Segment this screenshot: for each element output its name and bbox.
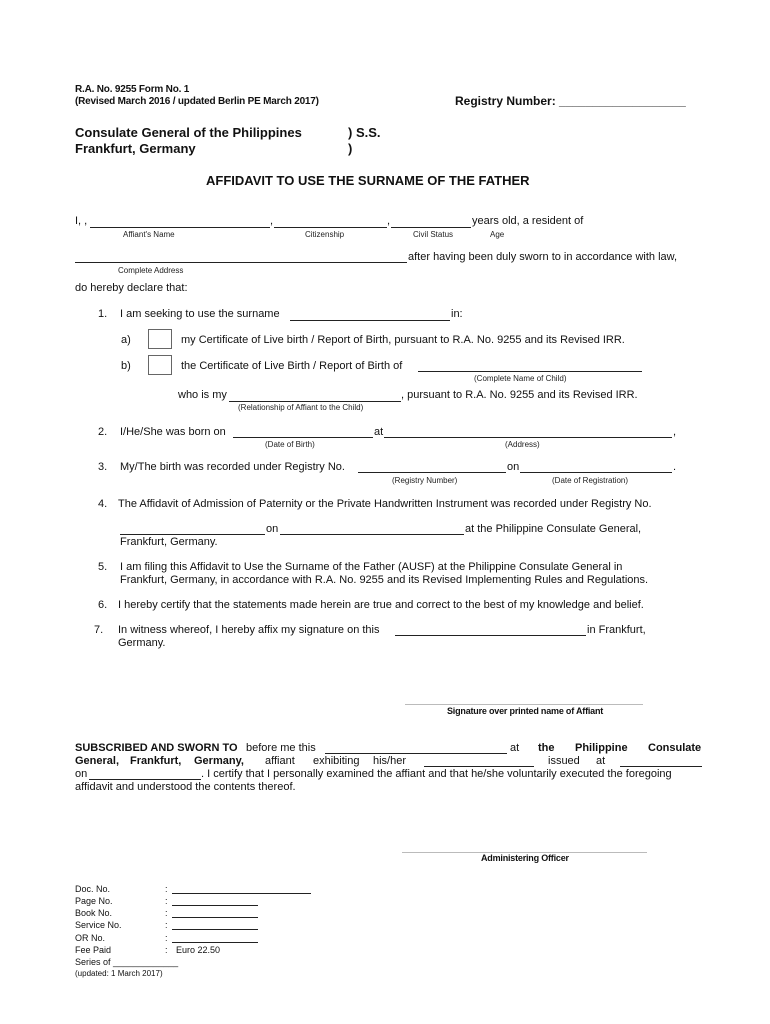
service-no-line[interactable] xyxy=(172,929,258,930)
item-4-number: 4. xyxy=(98,498,108,510)
item-5-text-1: I am filing this Affidavit to Use the Surname of the Father (AUSF) at the Philippine Consulate General in xyxy=(120,561,623,573)
item-4-date-line[interactable] xyxy=(280,534,464,535)
intro-i: I, , xyxy=(75,215,88,227)
fee-paid-colon: : xyxy=(165,945,168,955)
date-of-birth-line[interactable] xyxy=(233,437,373,438)
caption-age: Age xyxy=(490,230,505,239)
item-2-comma: , xyxy=(673,426,677,438)
service-no-colon: : xyxy=(165,920,168,930)
ss-marker: ) S.S. xyxy=(348,125,381,140)
caption-address: Complete Address xyxy=(118,266,184,275)
child-name-line[interactable] xyxy=(418,371,642,372)
page-no-label: Page No. xyxy=(75,896,113,906)
item-7-number: 7. xyxy=(94,624,104,636)
registry-no-line[interactable] xyxy=(358,472,506,473)
jurat-affiant: affiant xyxy=(265,755,295,767)
citizenship-line[interactable] xyxy=(274,227,387,228)
jurat-on: on xyxy=(75,768,88,780)
registration-date-line[interactable] xyxy=(520,472,672,473)
affiant-signature-label: Signature over printed name of Affiant xyxy=(447,706,604,716)
registry-number-label: Registry Number: ___________________ xyxy=(455,94,686,108)
item-7-place: in Frankfurt, xyxy=(587,624,646,636)
item-7-text: In witness whereof, I hereby affix my signature on this xyxy=(118,624,380,636)
item-4-registry-line[interactable] xyxy=(120,534,265,535)
document-title: AFFIDAVIT TO USE THE SURNAME OF THE FATHER xyxy=(206,173,530,188)
item-4-city: Frankfurt, Germany. xyxy=(120,536,218,548)
birth-address-line[interactable] xyxy=(384,437,672,438)
doc-no-line[interactable] xyxy=(172,893,311,894)
service-no-label: Service No. xyxy=(75,920,122,930)
jurat-hisher: his/her xyxy=(373,755,407,767)
revision-note: (Revised March 2016 / updated Berlin PE March 2017) xyxy=(75,96,319,107)
item-1-text: I am seeking to use the surname xyxy=(120,308,280,320)
intro-comma-2: , xyxy=(387,215,391,227)
option-b-text: the Certificate of Live Birth / Report of Birth of xyxy=(181,360,403,372)
book-no-line[interactable] xyxy=(172,917,258,918)
series-of: Series of _____________ xyxy=(75,957,179,967)
item-1-in: in: xyxy=(451,308,463,320)
after-sworn-text: after having been duly sworn to in accordance with law, xyxy=(408,251,678,263)
caption-registration-date: (Date of Registration) xyxy=(552,476,629,485)
caption-civil-status: Civil Status xyxy=(413,230,454,239)
caption-dob: (Date of Birth) xyxy=(265,440,315,449)
doc-no-colon: : xyxy=(165,884,168,894)
caption-relationship: (Relationship of Affiant to the Child) xyxy=(238,403,364,412)
page-no-colon: : xyxy=(165,896,168,906)
item-2-text: I/He/She was born on xyxy=(120,426,226,438)
item-3-on: on xyxy=(507,461,520,473)
jurat-consulate: Consulate xyxy=(648,742,702,754)
option-a-label: a) xyxy=(121,334,131,346)
doc-no-label: Doc. No. xyxy=(75,884,111,894)
jurat-germany: Germany, xyxy=(194,755,244,767)
item-1-number: 1. xyxy=(98,308,108,320)
jurat-issued: issued xyxy=(548,755,580,767)
relationship-line[interactable] xyxy=(229,401,401,402)
officer-label: Administering Officer xyxy=(481,853,569,863)
item-5-text-2: Frankfurt, Germany, in accordance with R.A. No. 9255 and its Revised Implementing Rules and Regulations. xyxy=(120,574,649,586)
jurat-certify: . I certify that I personally examined the affiant and that he/she voluntarily executed the foregoing xyxy=(201,768,672,780)
jurat-frankfurt: Frankfurt, xyxy=(130,755,182,767)
item-5-number: 5. xyxy=(98,561,108,573)
caption-child-name: (Complete Name of Child) xyxy=(474,374,567,383)
page-no-line[interactable] xyxy=(172,905,258,906)
item-3-number: 3. xyxy=(98,461,108,473)
consulate-name: Consulate General of the Philippines xyxy=(75,125,302,140)
book-no-colon: : xyxy=(165,908,168,918)
or-no-label: OR No. xyxy=(75,933,106,943)
jurat-at: at xyxy=(510,742,520,754)
address-line[interactable] xyxy=(75,262,407,263)
jurat-philippine: Philippine xyxy=(575,742,628,754)
option-b-label: b) xyxy=(121,360,131,372)
option-a-checkbox[interactable] xyxy=(148,329,172,349)
jurat-the: the xyxy=(538,742,555,754)
jurat-at-2: at xyxy=(596,755,606,767)
surname-line[interactable] xyxy=(290,320,450,321)
jurat-before-me: before me this xyxy=(246,742,316,754)
intro-comma-1: , xyxy=(270,215,274,227)
years-resident-text: years old, a resident of xyxy=(472,215,584,227)
jurat-exhibiting: exhibiting xyxy=(313,755,360,767)
affiant-name-line[interactable] xyxy=(90,227,270,228)
book-no-label: Book No. xyxy=(75,908,113,918)
fee-paid-value: Euro 22.50 xyxy=(176,945,221,955)
item-2-at: at xyxy=(374,426,384,438)
item-6-text: I hereby certify that the statements made herein are true and correct to the best of my knowledge and belief. xyxy=(118,599,644,611)
caption-registry-no: (Registry Number) xyxy=(392,476,458,485)
affiant-signature-line[interactable] xyxy=(405,704,643,705)
jurat-heading: SUBSCRIBED AND SWORN TO xyxy=(75,742,238,754)
jurat-closing: affidavit and understood the contents thereof. xyxy=(75,781,296,793)
option-b-checkbox[interactable] xyxy=(148,355,172,375)
issued-date-line[interactable] xyxy=(89,779,201,780)
item-6-number: 6. xyxy=(98,599,108,611)
ss-paren: ) xyxy=(348,141,353,156)
item-2-number: 2. xyxy=(98,426,108,438)
updated-note: (updated: 1 March 2017) xyxy=(75,969,163,978)
fee-paid-label: Fee Paid xyxy=(75,945,112,955)
item-4-text: The Affidavit of Admission of Paternity or the Private Handwritten Instrument was recorded under Registry No. xyxy=(118,498,652,510)
form-number: R.A. No. 9255 Form No. 1 xyxy=(75,84,190,95)
item-3-text: My/The birth was recorded under Registry No. xyxy=(120,461,345,473)
option-a-text: my Certificate of Live birth / Report of Birth, pursuant to R.A. No. 9255 and its Revised IRR. xyxy=(181,334,625,346)
or-no-colon: : xyxy=(165,933,168,943)
consulate-city: Frankfurt, Germany xyxy=(75,141,196,156)
caption-affiant-name: Affiant's Name xyxy=(123,230,175,239)
civil-status-age-line[interactable] xyxy=(391,227,471,228)
caption-citizenship: Citizenship xyxy=(305,230,345,239)
declare-text: do hereby declare that: xyxy=(75,282,188,294)
item-4-at: at the Philippine Consulate General, xyxy=(465,523,642,535)
item-4-on: on xyxy=(266,523,279,535)
caption-birth-address: (Address) xyxy=(505,440,540,449)
jurat-date-line[interactable] xyxy=(325,753,507,754)
signature-date-line[interactable] xyxy=(395,635,586,636)
id-document-line[interactable] xyxy=(424,766,534,767)
item-3-period: . xyxy=(673,461,677,473)
or-no-line[interactable] xyxy=(172,942,258,943)
who-is-text: who is my xyxy=(178,389,227,401)
issued-place-line[interactable] xyxy=(620,766,702,767)
jurat-general: General, xyxy=(75,755,120,767)
pursuant-text: , pursuant to R.A. No. 9255 and its Revised IRR. xyxy=(401,389,638,401)
item-7-country: Germany. xyxy=(118,637,166,649)
